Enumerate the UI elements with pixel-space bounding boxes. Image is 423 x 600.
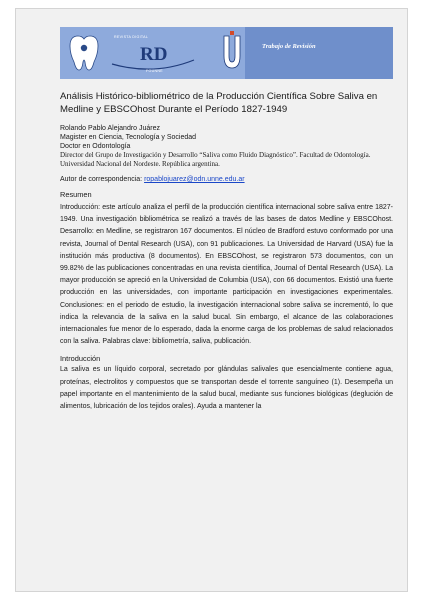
article-title: Análisis Histórico-bibliométrico de la Producción Científica Sobre Saliva en Medline y EBSCOhost Durante el Período 1827-1949 [60,91,378,115]
journal-name-top: REVISTA DIGITAL [114,35,149,39]
journal-name-bottom: FOUNNE [146,69,163,73]
tooth-icon [70,36,98,70]
document-page [15,8,408,592]
author-name: Rolando Pablo Alejandro Juárez [60,125,161,132]
author-block [60,125,393,169]
author-affiliation: Director del Grupo de Investigación y Desarrollo “Saliva como Fluido Diagnóstico”. Facultad de Odontología. Universidad Nacional del Nordeste. República argentina. [60,151,371,169]
abstract-text: Introducción: este artículo analiza el perfil de la producción científica internacional sobre saliva entre 1827-1949. Una investigación bibliométrica se realizó a través de las bases de datos Medline y EBSCOhost. Desarrollo: en Medline, se registraron 167 documentos. El núcleo de Bradford estuvo conformado por una revista, Journal of Dental Research (USA), con 91 publicaciones. La Universidad de Harvard (USA) fue la institución más productiva (8 documentos). En EBSCOhost, se registraron 573 documentos, con un 99.82% de las publicaciones concentradas en una revista científica, Journal of Dental Research (USA). La mayor producción se apreció en la Universidad de Columbia (USA), con 66 documentos. Existió una fuerte producción en las universidades, con importante participación en investigaciones experimentales. Conclusiones: en el periodo de estudio, la investigación internacional sobre saliva se incrementó, lo que indica la relevancia de la saliva en la salud bucal. Sin embargo, el alcance de las colaboraciones internacionales fue menor de lo esperado, dada la enorme carga de los problemas de salud relacionados con la saliva. Palabras clave: bibliometría, saliva, publicación. [60,203,393,346]
journal-banner [60,27,393,79]
abstract-heading: Resumen [60,189,92,199]
correspondence-email-link[interactable]: ropablojuarez@odn.unne.edu.ar [144,175,245,183]
article-content [60,91,393,413]
correspondence-line [60,175,393,184]
section-label: Trabajo de Revisión [262,43,316,50]
banner-right-panel [245,27,393,79]
correspondence-label: Autor de correspondencia: [60,175,143,183]
introduction-heading: Introducción [60,354,101,364]
university-u-icon [224,36,240,68]
journal-logo [64,30,244,76]
introduction-text: La saliva es un líquido corporal, secretado por glándulas salivales que esencialmente contiene agua, proteínas, electrolitos y compuestos que se transportan desde el torrente sanguíneo (1). Desempeña un papel importante en el mantenimiento de la salud bucal, mediante sus funciones biológicas (deglución de alimentos, lubricación de los tejidos orales). Ayuda a mantener la [60,366,393,411]
author-degree-2: Doctor en Odontología [60,142,131,150]
logo-rd-mark: RD [140,44,168,65]
author-degree-1: Magister en Ciencia, Tecnología y Sociedad [60,133,197,141]
